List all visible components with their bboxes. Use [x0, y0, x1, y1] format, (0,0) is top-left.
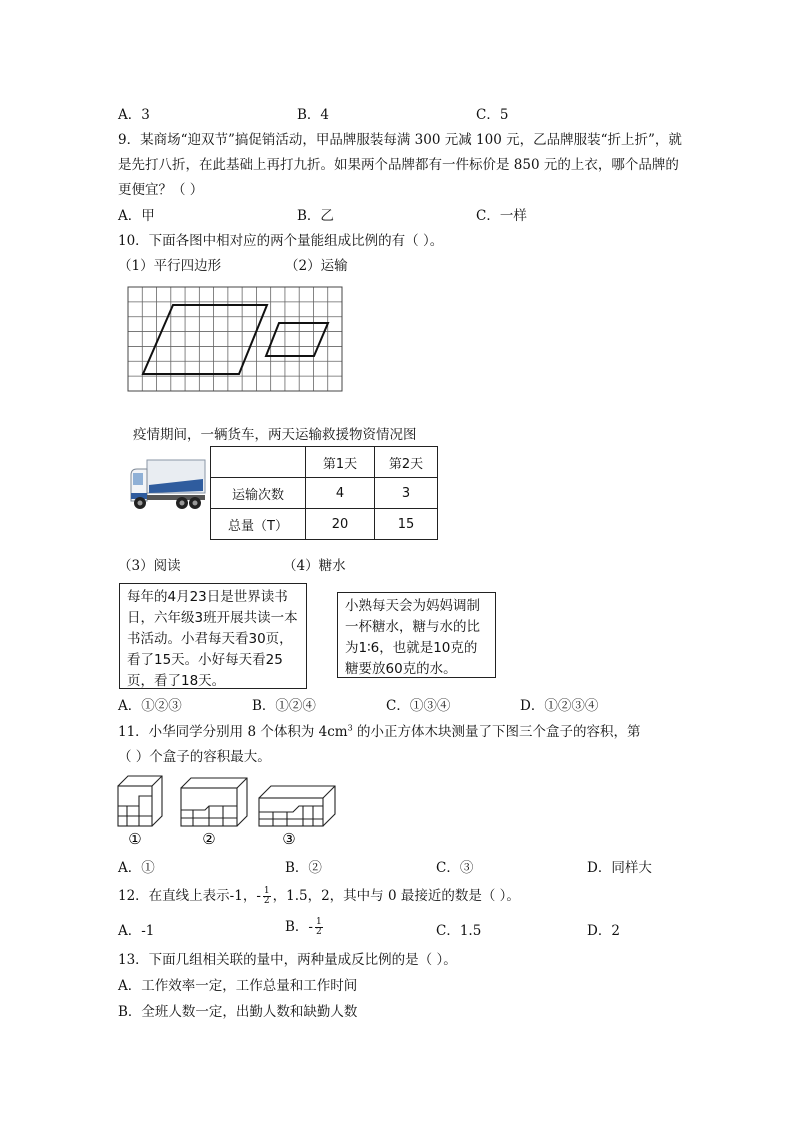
- box-label-1: ①: [128, 830, 142, 848]
- truck-icon: [127, 457, 207, 512]
- option-letter: C．: [436, 860, 460, 876]
- q9-option-c: C．一样: [476, 208, 527, 224]
- table-header-cell: [211, 447, 306, 478]
- option-value: 同样大: [611, 860, 652, 876]
- table-cell: 运输次数: [211, 478, 306, 509]
- option-value: ②: [308, 860, 322, 876]
- q10-sub-4-label: （4）糖水: [283, 558, 346, 574]
- q10-sub-2-label: （2）运输: [285, 258, 348, 274]
- q9-option-b: B．乙: [297, 208, 334, 224]
- q11-option-c: [436, 856, 473, 876]
- option-letter: B．-: [285, 919, 313, 935]
- q13-option-a: A．工作效率一定，工作总量和工作时间: [118, 978, 358, 994]
- q13-option-b: B．全班人数一定，出勤人数和缺勤人数: [118, 1004, 358, 1020]
- q12-option-d: D．2: [587, 923, 620, 939]
- q11-option-b: [285, 856, 322, 876]
- large-parallelogram: [143, 305, 267, 374]
- q9-stem-line-3: 更便宜？（ ）: [118, 182, 204, 198]
- fraction-numerator: 1: [263, 886, 270, 896]
- q9-stem-line-1: 9．某商场“迎双节”搞促销活动，甲品牌服装每满 300 元减 100 元，乙品牌服装“折上折”，就: [118, 132, 682, 148]
- fraction-numerator: 1: [315, 917, 322, 927]
- table-header-cell: 第2天: [375, 447, 438, 478]
- table-row: [211, 509, 438, 540]
- q8-option-b: B．4: [297, 107, 330, 123]
- sugar-water-info-box: 小熟每天会为妈妈调制一杯糖水，糖与水的比为1∶6，也就是10克的糖要放60克的水。: [337, 592, 496, 678]
- q10-option-c: C．①③④: [386, 698, 451, 714]
- q12-option-c: C．1.5: [436, 923, 482, 939]
- q13-stem: 13．下面几组相关联的量中，两种量成反比例的是（ ）。: [118, 952, 457, 968]
- small-parallelogram: [266, 323, 328, 356]
- cube-superscript: 3: [347, 723, 353, 733]
- box-label-3: ③: [282, 830, 296, 848]
- q10-option-b: B．①②④: [252, 698, 316, 714]
- q12-stem-text-a: 12．在直线上表示-1，-: [118, 888, 261, 904]
- q8-option-c: C．5: [476, 107, 509, 123]
- q12-option-b: [285, 915, 325, 937]
- table-cell: 总量（T）: [211, 509, 306, 540]
- transport-table: [210, 446, 438, 540]
- table-header-cell: 第1天: [306, 447, 375, 478]
- table-cell: 3: [375, 478, 438, 509]
- table-header-row: [211, 447, 438, 478]
- q9-option-a: A．甲: [118, 208, 155, 224]
- q10-sub-1-label: （1）平行四边形: [118, 258, 222, 274]
- table-cell: 4: [306, 478, 375, 509]
- q10-stem: 10．下面各图中相对应的两个量能组成比例的有（ ）。: [118, 233, 444, 249]
- option-letter: A．: [118, 860, 142, 876]
- fraction-denominator: 2: [315, 927, 322, 937]
- fraction-half: [263, 887, 271, 906]
- fraction-half: [315, 918, 323, 937]
- q10-option-d: D．①②③④: [520, 698, 599, 714]
- q11-stem-line-2: （ ）个盒子的容积最大。: [118, 749, 271, 765]
- transport-caption: 疫情期间，一辆货车，两天运输救援物资情况图: [133, 427, 417, 443]
- q11-stem-text-b: 的小正方体木块测量了下图三个盒子的容积，第: [352, 724, 641, 740]
- option-letter: D．: [587, 860, 612, 876]
- option-value: ①: [141, 860, 155, 876]
- table-cell: 15: [375, 509, 438, 540]
- option-letter: B．: [285, 860, 309, 876]
- q12-option-a: A．-1: [118, 923, 155, 939]
- q11-stem-line-1: [118, 720, 640, 740]
- q11-stem-text-a: 11．小华同学分别用 8 个体积为 4cm: [118, 724, 348, 740]
- q12-stem-text-b: ，1.5，2，其中与 0 最接近的数是（ ）。: [272, 888, 520, 904]
- q11-option-a: [118, 856, 155, 876]
- q11-option-d: [587, 856, 652, 876]
- q9-stem-line-2: 是先打八折，在此基础上再打九折。如果两个品牌都有一件标价是 850 元的上衣，哪个品牌的: [118, 157, 679, 173]
- reading-info-box: 每年的4月23日是世界读书日，六年级3班开展共读一本书活动。小君每天看30页，看了15天。小好每天看25页，看了18天。: [119, 583, 307, 689]
- q10-sub-3-label: （3）阅读: [118, 558, 181, 574]
- q12-stem: [118, 884, 520, 906]
- q8-option-a: A．3: [118, 107, 150, 123]
- boxes-figure: [113, 772, 338, 850]
- option-value: ③: [459, 860, 474, 876]
- table-row: [211, 478, 438, 509]
- fraction-denominator: 2: [263, 896, 270, 906]
- table-cell: 20: [306, 509, 375, 540]
- box-label-2: ②: [202, 830, 216, 848]
- parallelogram-grid-figure: [127, 286, 343, 392]
- q10-option-a: A．①②③: [118, 698, 182, 714]
